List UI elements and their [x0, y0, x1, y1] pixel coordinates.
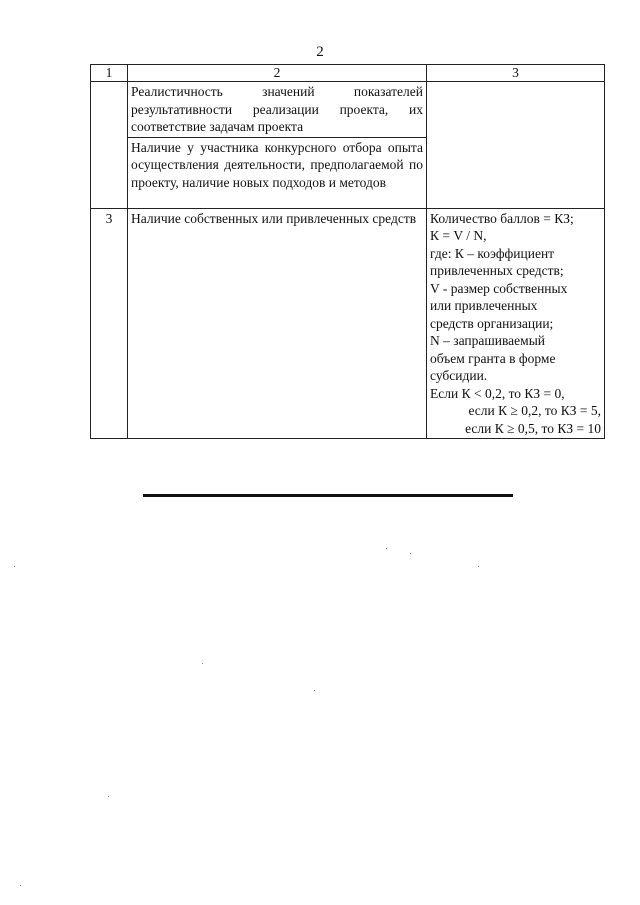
scoring-line: средств организации; — [430, 315, 554, 331]
scoring-line: Количество баллов = КЗ; — [430, 210, 574, 226]
scan-speck — [314, 690, 315, 691]
scoring-line: V - размер собственных — [430, 280, 568, 296]
column-header-1: 1 — [91, 65, 128, 82]
end-of-document-rule — [143, 494, 513, 497]
criteria-table — [90, 64, 605, 439]
scoring-line: если К ≥ 0,2, то КЗ = 5, — [468, 403, 601, 418]
table-header-row — [91, 65, 605, 82]
row-number-cell — [91, 82, 128, 209]
table-row — [91, 82, 605, 138]
scoring-line: если К ≥ 0,5, то КЗ = 10 — [465, 420, 601, 436]
criterion-cell: Реалистичность значений показателей результативности реализации проекта, их соответствие задачам проекта — [128, 82, 427, 138]
criterion-cell: Наличие собственных или привлеченных средств — [128, 208, 427, 439]
scoring-line: объем гранта в форме — [430, 350, 556, 366]
scoring-line: или привлеченных — [430, 298, 538, 313]
row-number-cell: 3 — [91, 208, 128, 439]
scan-speck — [478, 566, 479, 567]
column-header-3: 3 — [427, 65, 605, 82]
scan-speck — [386, 548, 387, 549]
scan-speck — [410, 553, 411, 554]
scoring-line: субсидии. — [430, 368, 488, 383]
scoring-line: N – запрашиваемый — [430, 333, 546, 348]
scoring-line: привлеченных средств; — [430, 263, 564, 278]
column-header-2: 2 — [128, 65, 427, 82]
scoring-cell — [427, 82, 605, 209]
scan-speck — [14, 566, 15, 567]
scoring-line: Если К < 0,2, то КЗ = 0, — [430, 385, 565, 401]
criterion-cell: Наличие у участника конкурсного отбора опыта осуществления деятельности, предполагаемой по проекту, наличие новых подходов и методов — [128, 137, 427, 208]
scoring-cell — [427, 208, 605, 439]
scan-speck — [108, 796, 109, 797]
scan-speck — [202, 663, 203, 664]
scoring-line: где: К – коэффициент — [430, 245, 555, 261]
table-row — [91, 208, 605, 439]
scoring-line: К = V / N, — [430, 228, 487, 243]
scan-speck — [20, 885, 21, 886]
page-number: 2 — [316, 44, 324, 60]
